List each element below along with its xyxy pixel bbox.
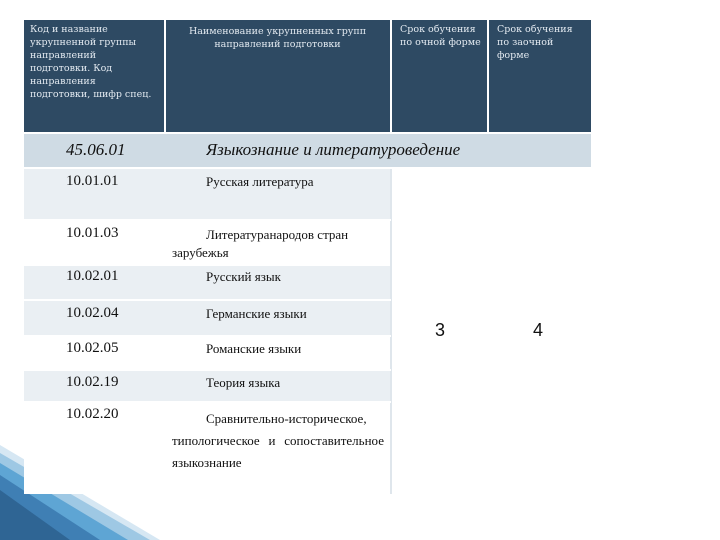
column-divider bbox=[390, 20, 392, 132]
row-code: 10.02.20 bbox=[66, 406, 119, 422]
row-name: Сравнительно-историческое, типологическое и сопоставительное языкознание bbox=[172, 411, 384, 470]
parttime-value: 4 bbox=[533, 320, 544, 340]
row-code: 10.01.01 bbox=[66, 173, 119, 189]
column-divider bbox=[164, 20, 166, 132]
column-divider bbox=[487, 20, 489, 132]
row-name: Романские языки bbox=[206, 341, 302, 356]
row-divider bbox=[24, 401, 391, 403]
programs-table bbox=[24, 20, 591, 494]
row-name: Литературанародов стран зарубежья bbox=[172, 227, 349, 260]
header-code-cell: Код и название укрупненной группы направлений подготовки. Код направления подготовки, шифр спец. bbox=[24, 20, 164, 132]
header-name-cell: Наименование укрупненных групп направлений подготовки bbox=[164, 20, 391, 132]
row-divider bbox=[24, 299, 391, 301]
row-code: 10.02.05 bbox=[66, 340, 119, 356]
row-code: 10.02.19 bbox=[66, 374, 119, 390]
row-divider bbox=[24, 369, 391, 371]
row-code: 10.01.03 bbox=[66, 225, 119, 241]
row-code: 10.02.04 bbox=[66, 305, 119, 321]
group-code: 45.06.01 bbox=[66, 140, 126, 159]
row-name: Теория языка bbox=[206, 375, 281, 390]
column-divider bbox=[390, 168, 392, 494]
row-divider bbox=[24, 132, 591, 134]
row-name: Германские языки bbox=[206, 306, 307, 321]
row-divider bbox=[24, 335, 391, 337]
row-code: 10.02.01 bbox=[66, 268, 119, 284]
row-divider bbox=[24, 219, 391, 221]
term-merged-cells bbox=[391, 168, 591, 494]
header-parttime-cell: Срок обучения по заочной форме bbox=[488, 20, 591, 132]
row-name: Русская литература bbox=[206, 174, 314, 189]
header-fulltime-cell: Срок обучения по очной форме bbox=[391, 20, 488, 132]
group-name: Языкознание и литературоведение bbox=[206, 140, 461, 159]
fulltime-value: 3 bbox=[435, 320, 446, 340]
row-name: Русский язык bbox=[206, 269, 281, 284]
row-divider bbox=[24, 167, 591, 169]
